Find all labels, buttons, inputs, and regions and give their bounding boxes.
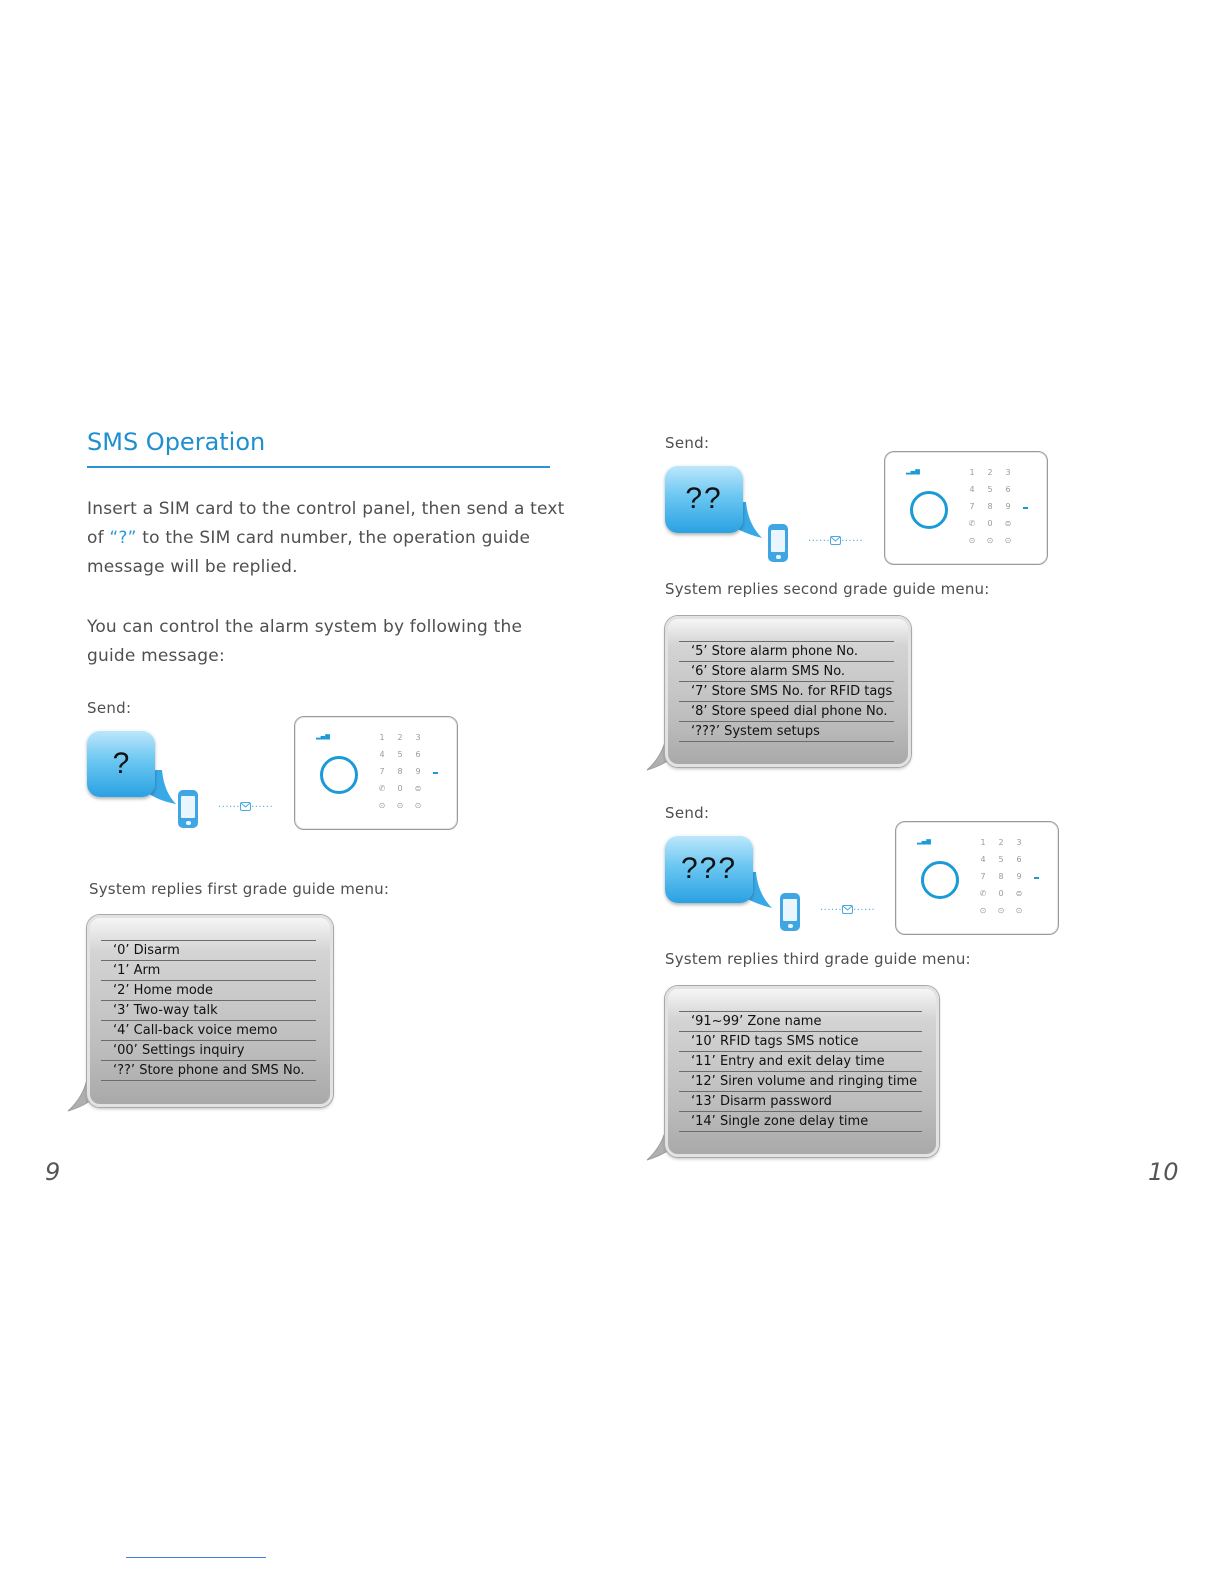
menu-item: ‘???’ System setups [679,722,894,742]
panel-ring-button [921,861,959,899]
control-panel [294,716,458,830]
footer-link-underline [126,1557,266,1558]
panel-indicator [433,772,438,774]
menu-item: ‘8’ Store speed dial phone No. [679,702,894,722]
menu-item: ‘7’ Store SMS No. for RFID tags [679,682,894,702]
menu-list [679,642,894,742]
page-title: SMS Operation [87,428,266,456]
menu-item: ‘12’ Siren volume and ringing time [679,1072,922,1092]
menu-item: ‘3’ Two-way talk [101,1001,316,1021]
menu-item: ‘11’ Entry and exit delay time [679,1052,922,1072]
send-label: Send: [87,699,132,717]
panel-indicator [1034,877,1039,879]
mobile-phone-icon [768,524,788,562]
intro-text-2: to the SIM card number, the operation guide message will be replied. [87,528,531,577]
panel-keypad: 1 2 3 4 5 6 7 8 9 ✆ 0 ⊜ ⊙ ⊙ ⊙ [378,733,422,810]
panel-ring-button [320,756,358,794]
menu-item: ‘6’ Store alarm SMS No. [679,662,894,682]
mobile-phone-icon [178,790,198,828]
title-underline [87,466,550,468]
menu-list [679,1012,922,1132]
send-label-2: Send: [665,804,710,822]
panel-indicator [1023,507,1028,509]
guide-paragraph: You can control the alarm system by following the guide message: [87,617,523,666]
send-label-1: Send: [665,434,710,452]
signal-icon: ▂▄▆ [906,468,920,475]
menu-item: ‘00’ Settings inquiry [101,1041,316,1061]
envelope-icon [830,536,841,545]
mobile-phone-icon [780,893,800,931]
panel-keypad: 1 2 3 4 5 6 7 8 9 ✆ 0 ⊜ ⊙ ⊙ ⊙ [968,468,1012,545]
control-panel-3 [895,821,1059,935]
menu-item: ‘13’ Disarm password [679,1092,922,1112]
panel-keypad: 1 2 3 4 5 6 7 8 9 ✆ 0 ⊜ ⊙ ⊙ ⊙ [979,838,1023,915]
reply-caption: System replies first grade guide menu: [89,880,390,898]
signal-icon: ▂▄▆ [917,838,931,845]
sms-transfer-dots: ······ ······ [808,536,864,547]
menu-item: ‘5’ Store alarm phone No. [679,642,894,662]
sms-bubble: ? [87,730,155,797]
menu-item: ‘??’ Store phone and SMS No. [101,1061,316,1081]
sms-bubble-2: ?? [665,465,743,533]
menu-item: ‘14’ Single zone delay time [679,1112,922,1132]
menu-item: ‘91~99’ Zone name [679,1012,922,1032]
menu-item: ‘0’ Disarm [101,941,316,961]
guide-menu-1 [87,915,333,1107]
menu-item: ‘10’ RFID tags SMS notice [679,1032,922,1052]
panel-ring-button [910,491,948,529]
menu-item: ‘2’ Home mode [101,981,316,1001]
page-number-right: 10 [1148,1158,1179,1186]
envelope-icon [842,905,853,914]
intro-paragraph [87,495,567,582]
sms-transfer-dots: ······ ······ [820,905,876,916]
guide-menu-3 [665,986,939,1157]
sms-transfer-dots: ······ ······ [218,802,274,813]
signal-icon: ▂▄▆ [316,733,330,740]
reply-caption-2: System replies second grade guide menu: [665,580,990,598]
menu-list [101,941,316,1081]
menu-item: ‘1’ Arm [101,961,316,981]
guide-menu-2 [665,616,911,767]
page-number-left: 9 [45,1158,61,1186]
control-panel-2 [884,451,1048,565]
reply-caption-3: System replies third grade guide menu: [665,950,971,968]
intro-text-1: Insert a SIM card to the control panel, then send a text of [87,499,565,548]
menu-item: ‘4’ Call-back voice memo [101,1021,316,1041]
intro-highlight: “?” [109,528,137,548]
envelope-icon [240,802,251,811]
sms-bubble-3: ??? [665,835,753,903]
